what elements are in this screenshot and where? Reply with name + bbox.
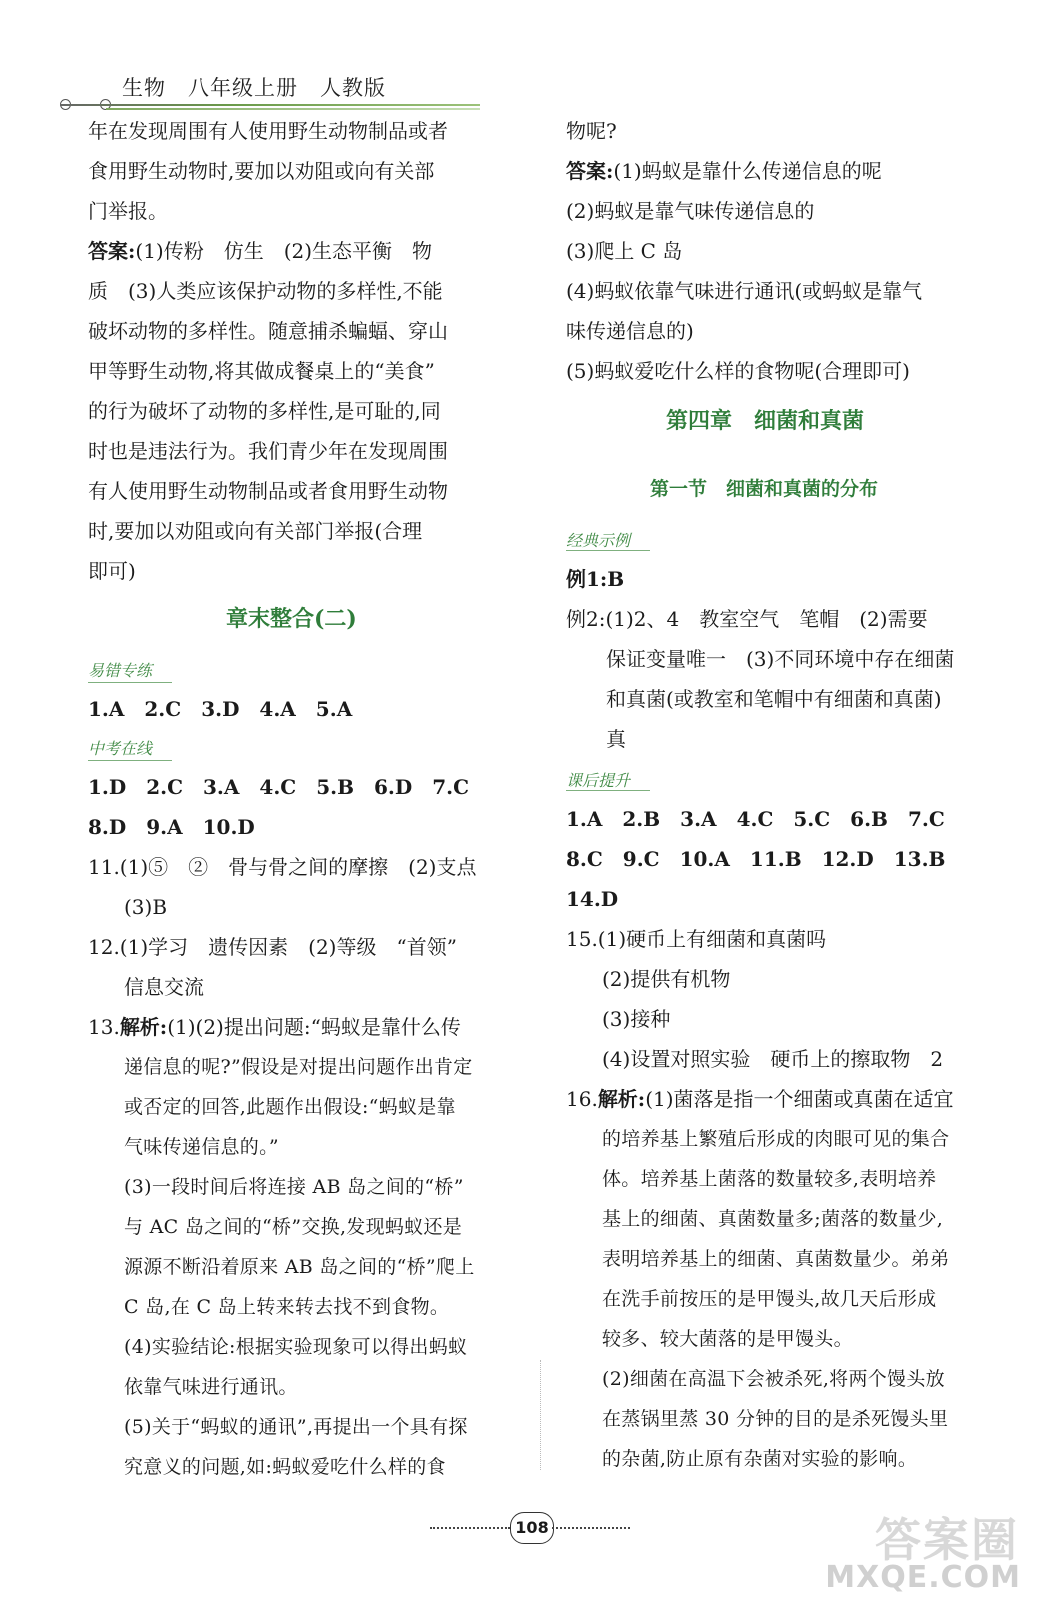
answer-line [566, 158, 882, 184]
chapter-title: 第四章 细菌和真菌 [666, 408, 865, 434]
analysis-line: (4)实验结论:根据实验现象可以得出蚂蚁 [124, 1336, 468, 1358]
analysis-line: 或否定的回答,此题作出假设:“蚂蚁是靠 [124, 1096, 456, 1118]
analysis-label: 解析: [119, 1015, 168, 1039]
answer-row: 1.D 2.C 3.A 4.C 5.B 6.D 7.C [88, 775, 470, 799]
answer-row: 1.A 2.B 3.A 4.C 5.C 6.B 7.C [566, 807, 945, 831]
answer-row: 8.D 9.A 10.D [88, 815, 255, 839]
section-tag: 课后提升 [566, 771, 631, 790]
tag-underline [566, 790, 650, 791]
section-tag: 易错专练 [88, 661, 153, 680]
text-line: 味传递信息的) [566, 319, 694, 343]
analysis-line: C 岛,在 C 岛上转来转去找不到食物。 [124, 1296, 450, 1318]
header-title: 生物 八年级上册 人教版 [122, 76, 386, 100]
analysis-line: 在蒸锅里蒸 30 分钟的目的是杀死馒头里 [602, 1408, 949, 1430]
analysis-line: (5)关于“蚂蚁的通讯”,再提出一个具有探 [124, 1416, 468, 1438]
footer-dotted-rule [552, 1527, 630, 1529]
text-line: 即可) [88, 559, 136, 583]
text-line: (5)蚂蚁爱吃什么样的食物呢(合理即可) [566, 359, 910, 383]
analysis-line: 在洗手前按压的是甲馒头,故几天后形成 [602, 1288, 937, 1310]
section-tag: 经典示例 [566, 531, 631, 550]
text-line: (4)蚂蚁依靠气味进行通讯(或蚂蚁是靠气 [566, 279, 923, 303]
analysis-line: 表明培养基上的细菌、真菌数量少。弟弟 [602, 1248, 950, 1270]
footer-dotted-rule [430, 1527, 510, 1529]
page-number-footer [430, 1508, 630, 1548]
watermark-url: MXQE.COM [825, 1560, 1021, 1595]
analysis-text: (1)菌落是指一个细菌或真菌在适宜 [645, 1087, 954, 1111]
watermark [825, 1504, 1025, 1594]
answer-label: 答案: [88, 239, 136, 263]
text-line: (2)蚂蚁是靠气味传递信息的 [566, 199, 815, 223]
answer-row: 8.C 9.C 10.A 11.B 12.D 13.B [566, 847, 946, 871]
tag-underline [88, 760, 172, 761]
analysis-line: 体。培养基上菌落的数量较多,表明培养 [602, 1168, 937, 1190]
answer-row: (3)B [124, 895, 168, 919]
analysis-line: (3)一段时间后将连接 AB 岛之间的“桥” [124, 1176, 464, 1198]
header-rule-accent [106, 108, 480, 110]
answer-label: 答案: [566, 159, 614, 183]
answer-row: (2)提供有机物 [602, 967, 731, 991]
question-number: 16. [566, 1087, 598, 1111]
analysis-line: 源源不断沿着原来 AB 岛之间的“桥”爬上 [124, 1256, 475, 1278]
chapter-title: 章末整合(二) [226, 606, 357, 632]
analysis-line: 与 AC 岛之间的“桥”交换,发现蚂蚁还是 [124, 1216, 463, 1238]
question-number: 13. [88, 1015, 120, 1039]
text-line: 质 (3)人类应该保护动物的多样性,不能 [88, 279, 443, 303]
header-rule [60, 104, 480, 106]
answer-row: (4)设置对照实验 硬币上的擦取物 2 [602, 1047, 944, 1071]
text-line: 有人使用野生动物制品或者食用野生动物 [88, 479, 448, 503]
answer-row: 15.(1)硬币上有细菌和真菌吗 [566, 927, 827, 951]
text-line: 的行为破坏了动物的多样性,是可耻的,同 [88, 399, 441, 423]
example-line: 保证变量唯一 (3)不同环境中存在细菌 [606, 647, 955, 671]
text-line: 时,要加以劝阻或向有关部门举报(合理 [88, 519, 423, 543]
page-number: 108 [510, 1512, 554, 1544]
analysis-line: 气味传递信息的。” [124, 1136, 279, 1158]
page-header [60, 66, 490, 112]
answer-row: 信息交流 [124, 975, 204, 999]
analysis-text: (1)(2)提出问题:“蚂蚁是靠什么传 [167, 1015, 461, 1039]
analysis-line: 较多、较大菌落的是甲馒头。 [602, 1328, 853, 1350]
analysis-line: (2)细菌在高温下会被杀死,将两个馒头放 [602, 1368, 945, 1390]
analysis-label: 解析: [597, 1087, 646, 1111]
example-line: 例2:(1)2、4 教室空气 笔帽 (2)需要 [566, 607, 928, 631]
section-tag: 中考在线 [88, 739, 153, 758]
column-divider [540, 1360, 542, 1470]
analysis-line [566, 1086, 954, 1112]
analysis-line: 依靠气味进行通讯。 [124, 1376, 298, 1398]
analysis-line: 究意义的问题,如:蚂蚁爱吃什么样的食 [124, 1456, 446, 1478]
answer-row: 11.(1)⑤ ② 骨与骨之间的摩擦 (2)支点 [88, 855, 477, 879]
analysis-line: 的杂菌,防止原有杂菌对实验的影响。 [602, 1448, 918, 1470]
answer-row: 14.D [566, 887, 619, 911]
analysis-line: 递信息的呢?”假设是对提出问题作出肯定 [124, 1056, 473, 1078]
answer-row: (3)接种 [602, 1007, 671, 1031]
text-line: 时也是违法行为。我们青少年在发现周围 [88, 439, 448, 463]
analysis-line: 的培养基上繁殖后形成的肉眼可见的集合 [602, 1128, 950, 1150]
answer-text: (1)传粉 仿生 (2)生态平衡 物 [135, 239, 433, 263]
text-line: 门举报。 [88, 199, 168, 223]
example-line: 和真菌(或教室和笔帽中有细菌和真菌) [606, 687, 942, 711]
tag-underline [88, 682, 172, 683]
tag-underline [566, 550, 650, 551]
answer-text: (1)蚂蚁是靠什么传递信息的呢 [613, 159, 882, 183]
text-line: 甲等野生动物,将其做成餐桌上的“美食” [88, 359, 435, 383]
example-line: 例1:B [566, 567, 625, 591]
text-line: 食用野生动物时,要加以劝阻或向有关部 [88, 159, 435, 183]
text-line: 年在发现周围有人使用野生动物制品或者 [88, 119, 448, 143]
section-title: 第一节 细菌和真菌的分布 [650, 478, 879, 500]
example-line: 真 [606, 727, 626, 751]
analysis-line: 基上的细菌、真菌数量多;菌落的数量少, [602, 1208, 944, 1230]
answer-row: 1.A 2.C 3.D 4.A 5.A [88, 697, 353, 721]
text-line: 物呢? [566, 119, 617, 143]
answer-row: 12.(1)学习 遗传因素 (2)等级 “首领” [88, 935, 457, 959]
watermark-logo-text: 答案圈 [875, 1513, 1019, 1567]
answer-line [88, 238, 432, 264]
text-line: (3)爬上 C 岛 [566, 239, 683, 263]
analysis-line [88, 1014, 461, 1040]
text-line: 破坏动物的多样性。随意捕杀蝙蝠、穿山 [88, 319, 448, 343]
